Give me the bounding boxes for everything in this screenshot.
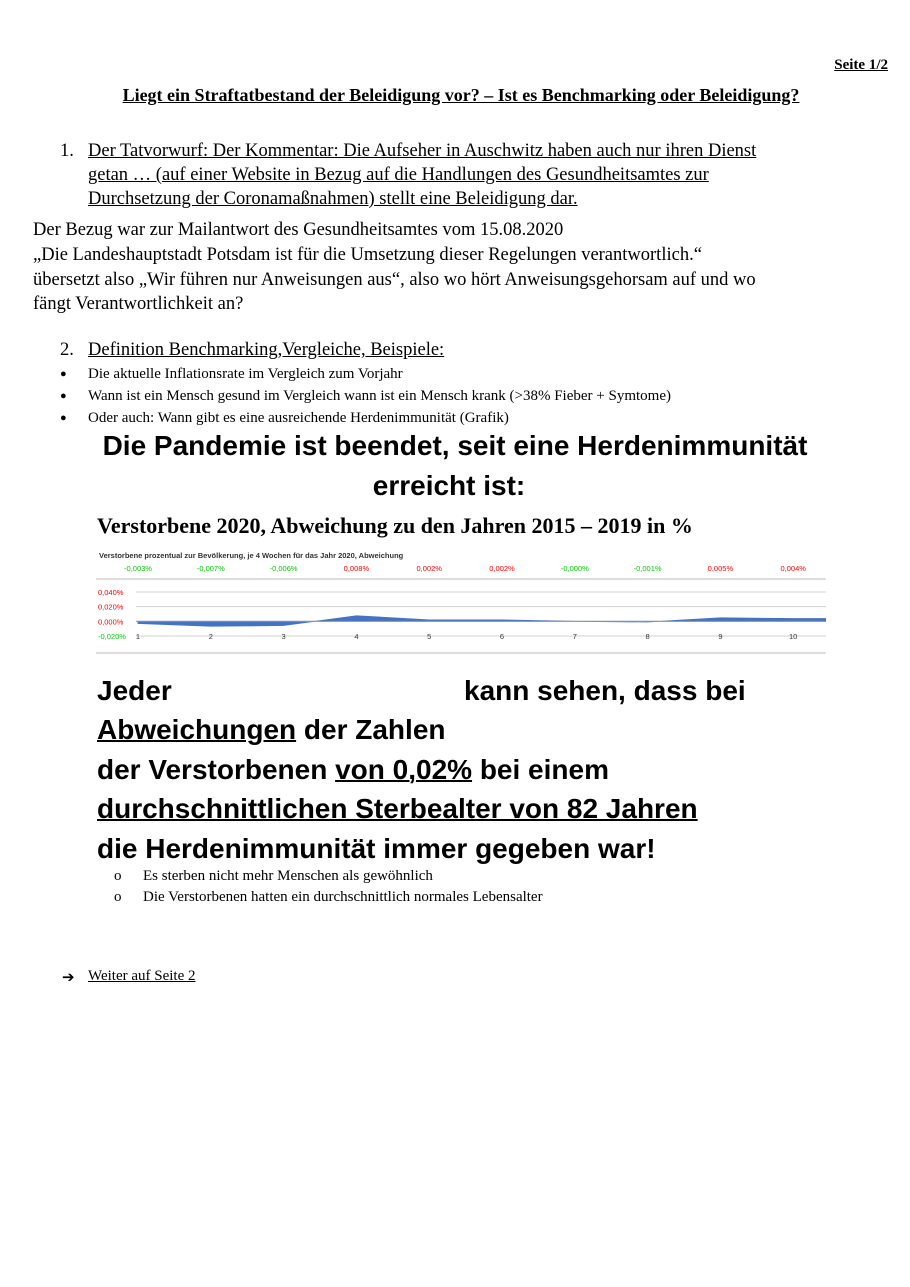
x-tick-label: 10	[789, 632, 798, 641]
value-label: 0,004%	[780, 564, 806, 573]
bullet-icon: ●	[60, 368, 67, 380]
claim-text: der Zahlen	[296, 714, 446, 745]
claim-line-3	[97, 750, 609, 789]
value-label: 0,002%	[416, 564, 442, 573]
x-tick-label: 7	[572, 632, 577, 641]
claim-text: bei einem	[472, 754, 609, 785]
y-tick-label: 0,000%	[98, 617, 124, 627]
circle-bullet-icon: o	[114, 868, 122, 884]
claim-line-2	[97, 710, 446, 749]
x-tick-label: 8	[645, 632, 650, 641]
value-label: -0,000%	[560, 564, 589, 573]
value-label: -0,001%	[633, 564, 662, 573]
chart-heading: Verstorbene 2020, Abweichung zu den Jahren 2015 – 2019 in %	[97, 513, 693, 538]
x-tick-label: 9	[718, 632, 723, 641]
value-label: 0,008%	[343, 564, 370, 573]
x-tick-label: 2	[208, 632, 213, 641]
claim-line-1-end: kann sehen, dass bei	[464, 675, 746, 706]
bullet-icon: ●	[60, 390, 67, 402]
numbered-item-1	[60, 139, 890, 211]
item1-line-2: getan … (auf einer Website in Bezug auf die Handlungen des Gesundheitsamtes zur	[88, 165, 709, 185]
list-item	[114, 866, 714, 887]
item-number: 1.	[60, 141, 74, 161]
context-line-4: fängt Verantwortlichkeit an?	[33, 294, 244, 314]
y-tick-label: -0,020%	[98, 632, 126, 641]
list-item	[60, 364, 840, 385]
context-line-3: übersetzt also „Wir führen nur Anweisungen aus“, also wo hört Anweisungsgehorsam auf und wo	[33, 270, 756, 290]
x-tick-label: 4	[354, 632, 359, 641]
numbered-item-2	[60, 338, 660, 362]
value-label: -0,006%	[269, 564, 298, 573]
value-label: 0,005%	[707, 564, 734, 573]
bullet-text: Wann ist ein Mensch gesund im Vergleich wann ist ein Mensch krank (>38% Fieber + Symtome)	[88, 388, 671, 404]
x-tick-label: 6	[499, 632, 505, 641]
context-line-1: Der Bezug war zur Mailantwort des Gesundheitsamtes vom 15.08.2020	[33, 220, 564, 240]
claim-emphasis: durchschnittlichen Sterbealter von 82 Jahren	[97, 793, 698, 824]
x-tick-label: 5	[427, 632, 432, 641]
mortality-deviation-chart	[96, 548, 826, 654]
value-label: -0,007%	[196, 564, 225, 573]
bullet-text: Oder auch: Wann gibt es eine ausreichende Herdenimmunität (Grafik)	[88, 410, 509, 426]
bullet-text: Die aktuelle Inflationsrate im Vergleich zum Vorjahr	[88, 366, 403, 382]
item1-line-3: Durchsetzung der Coronamaßnahmen) stellt eine Beleidigung dar.	[88, 189, 578, 209]
arrow-right-icon: ➔	[62, 970, 75, 986]
claim-text: der Verstorbenen	[97, 754, 336, 785]
sub-bullet-text: Es sterben nicht mehr Menschen als gewöhnlich	[143, 868, 433, 884]
chart-title: Verstorbene prozentual zur Bevölkerung, je 4 Wochen für das Jahr 2020, Abweichung	[99, 551, 404, 560]
context-quote: „Die Landeshauptstadt Potsdam ist für die Umsetzung dieser Regelungen verantwortlich.“	[33, 245, 702, 265]
y-tick-label: 0,040%	[98, 588, 124, 597]
item1-line-1: Der Tatvorwurf: Der Kommentar: Die Aufseher in Auschwitz haben auch nur ihren Dienst	[88, 141, 757, 161]
document-title: Liegt ein Straftatbestand der Beleidigung vor? – Ist es Benchmarking oder Beleidigung?	[122, 85, 800, 105]
list-item	[114, 887, 714, 908]
claim-line-4	[97, 789, 698, 828]
item-number: 2.	[60, 340, 74, 360]
y-tick-label: 0,020%	[98, 602, 124, 612]
x-tick-label: 1	[135, 632, 141, 641]
circle-bullet-icon: o	[114, 889, 122, 905]
next-page-link[interactable]	[62, 968, 312, 990]
claim-emphasis: Abweichungen	[97, 714, 297, 745]
sub-bullet-text: Die Verstorbenen hatten ein durchschnittlich normales Lebensalter	[143, 889, 543, 905]
next-page-label[interactable]: Weiter auf Seite 2	[88, 968, 196, 984]
claim-emphasis: von 0,02%	[335, 754, 473, 785]
bullet-icon: ●	[60, 412, 67, 424]
claim-line-5: die Herdenimmunität immer gegeben war!	[97, 833, 656, 864]
pandemic-heading-line-2: erreicht ist:	[372, 470, 526, 501]
item2-heading: Definition Benchmarking,Vergleiche, Beispiele:	[88, 340, 445, 360]
claim-line-1-start: Jeder	[97, 675, 172, 706]
x-tick-label: 3	[281, 632, 286, 641]
page-number: Seite 1/2	[834, 57, 888, 73]
value-label: -0,003%	[124, 564, 152, 573]
value-label: 0,002%	[489, 564, 515, 573]
list-item	[60, 386, 840, 407]
pandemic-heading-line-1: Die Pandemie ist beendet, seit eine Herdenimmunität	[102, 430, 808, 461]
